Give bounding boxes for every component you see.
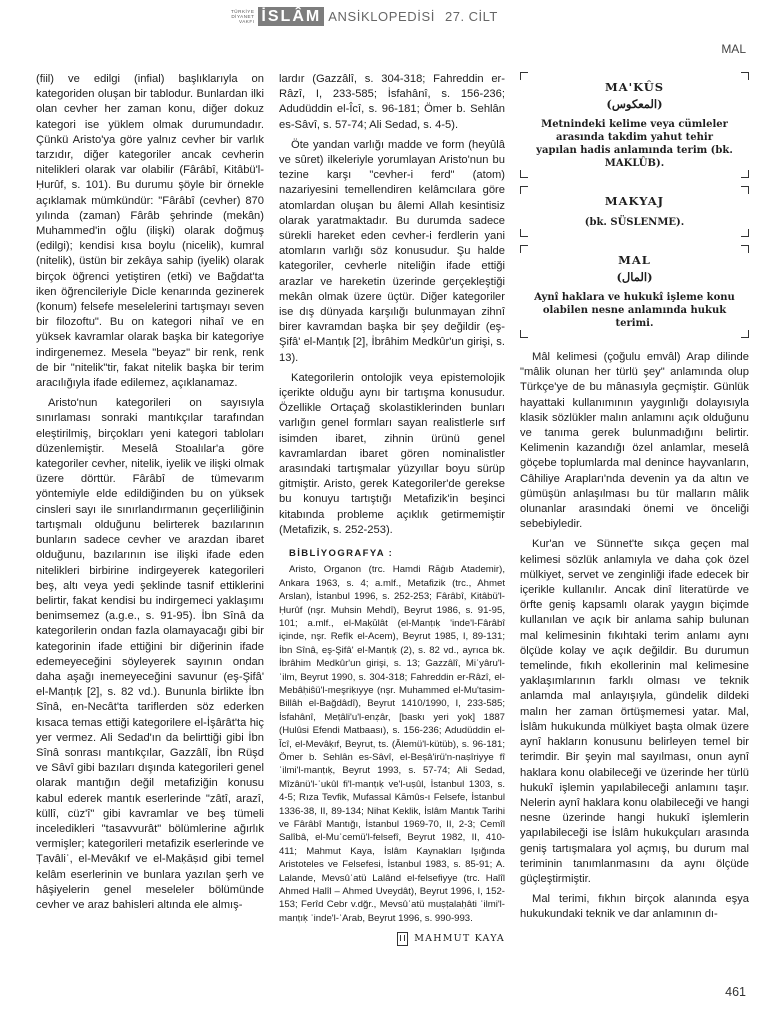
corner-mark bbox=[520, 186, 528, 194]
corner-mark bbox=[520, 72, 528, 80]
running-head: MAL bbox=[721, 42, 746, 56]
entry-description: Metnindeki kelime veya cümleler arasında takdim yahut tehir yapılan hadis anlamında terim (bk. MAKLÛB). bbox=[536, 119, 733, 170]
masthead-title: ANSİKLOPEDİSİ bbox=[328, 9, 435, 24]
page-number: 461 bbox=[725, 985, 746, 999]
paragraph: Öte yandan varlığı madde ve form (heyûlâ ve sûret) ilkeleriyle yorumlayan Aristo'nun bu tezine karşı "cevher-i ferd" (atom) nazariyesini temellendiren kelâmcılara göre atomlardan oluşan bu âlemi Allah kesintisiz olarak yaratmaktadır. Bu durumda sadece sürekli hareket eden cevher-i ferdlerin yani atomların varlığı söz konusudur. Şu halde kategoriler, cevherle niteliğin ifade ettiği arazlar ve hareketin üzerinde gerçekleştiği mekân olmak üzere üçtür. Diğer kategoriler ise dış dünyada karşılığı bulunmayan zihnî birer kavramdan başka bir şey değildir (eş-Şifâ' el-Manṭıḳ [2], İbrâhim Medkûr'un girişi, s. 13). bbox=[279, 138, 505, 364]
paragraph: (fiil) ve edilgi (infial) başlıklarıyla on kategoriden oluşan bir tablodur. Bunlardan ilki olan cevher her zaman konu, diğer dokuz kategori ise yüklem olmak durumundadır. Çünkü Aristo'ya göre yalnız cevher bir varlık tarzıdır, diğer kategoriler ancak cevherin nitelikleri olarak var olabilir (Fârâbî, Kitâbü'l-Ḥurûf, s. 101). Bu durumu şöyle bir örnekle açıklamak mümkündür: "Fârâbî (cevher) 870 yılında (zaman) Fârâb şehrinde (mekân) Muhammed'in oğlu (ilişki) olarak doğmuş (edilgi); kendisi kısa boylu (nicelik), kumral (nitelik), üstün bir zekâya sahip (iyelik) olarak birçok öğrenci yetiştiren (etki) ve Bağdat'ta iken öğrencileriyle Dicle kenarında gezinerek (konum) felsefe meselelerini tartışmayı seven bir filozoftu". Bu on kategori nihaî ve en yüksek kavramlar olarak başka bir kategoriye indirgenemez. Mesela "beyaz" bir renk, renk de bir "nitelik"tir, fakat nitelik başka bir terim aracılığıyla ifade edilemez, açıklanamaz. bbox=[36, 73, 264, 390]
entry-description: (bk. SÜSLENME). bbox=[584, 216, 685, 228]
paragraph: Kategorilerin ontolojik veya epistemolojik içerikte olduğu aynı bir tartışma konusudur. Özellikle Ortaçağ skolastiklerinden bunları varlığın genel formları sayan realistlerle sırf isimden ibaret, zihnin ürünü genel kavramlardan ibaret gören nominalistler arasındaki tartışmalar yüzyıllar boyu sürüp gitmiştir. Aristo, gerek Kategoriler'de gerekse bu konuyu tartıştığı Metafizik'in beşinci kitabında probleme açıklık getirmemiştir (Metafizik, s. 252-253). bbox=[279, 371, 505, 536]
text-column-1 bbox=[36, 72, 264, 918]
entry-description: Aynî haklara ve hukukî işleme konu olabilen nesne anlamında hukuk terimi. bbox=[534, 292, 735, 330]
text-column-2 bbox=[279, 72, 505, 946]
masthead bbox=[231, 7, 498, 26]
masthead-publisher: TÜRKİYE DİYANET VAKFI bbox=[231, 9, 255, 24]
entry-title: MA'KÛS bbox=[604, 80, 665, 94]
text-column-3 bbox=[520, 72, 749, 928]
paragraph: Mal terimi, fıkhın birçok alanında eşya hukukundaki teknik ve dar anlamının dı- bbox=[520, 893, 749, 921]
volume-label: 27. CİLT bbox=[444, 9, 498, 24]
paragraph: lardır (Gazzâlî, s. 304-318; Fahreddin er-Râzî, I, 233-585; İsfahânî, s. 156-236; Adudüddin el-Îcî, s. 96-181; Ömer b. Sehlân es-Sâvî, s. 57-74; Ali Sedad, s. 4-5). bbox=[279, 73, 505, 131]
corner-mark bbox=[741, 330, 749, 338]
corner-mark bbox=[741, 170, 749, 178]
paragraph: Aristo'nun kategorileri on sayısıyla sınırlaması sonraki mantıkçılar tarafından eleştirilmiş, birçokları yeni kategori tabloları düzenlemiştir. Meselâ Stoalılar'a göre kategoriler cevher, nitelik, iyelik ve ilişki olmak üzere dörttür. Fârâbî de tümevarım yöntemiyle elde edildiğinden bu on yüksek cinsleri sayı ile sınırlandırmanın geçerliliğinin tartışmalı olduğunu belirterek bazılarının bunların sadece cevher ve arazdan ibaret olduğunu, bazılarının ise ilişki ifade eden nitelikleri birbirine indirgeyerek kategorileri beş, altı veya yedi şeklinde tasnif ettiklerini belirtir, fakat kendisi bu indirgemeci yaklaşımı benimsemez (a.g.e., s. 91-95). İbn Sînâ da kategorilerin ondan fazla olamayacağı gibi bir kategorinin ifade ettiğini bir diğerinin ifade edemeyeceğini söyleyerek sayının ondan daha aşağı inemeyeceğini savunur (eş-Şifâ' el-Manṭıḳ [2], s. 82 vd.). Bununla birlikte İbn Sînâ, en-Necât'ta tariflerden söz ederken kısaca temas ettiği kategorilere el-İşârât'ta hiç yer vermez. Ali Sedad'ın da belirttiği gibi İbn Sînâ sonrası mantıkçılar, Gazzâlî, İbn Rüşd ve Sâvî gibi bazıları dışında kategorileri genel olarak mantığın değil metafiziğin konusu kabul ederek mantık eserlerinde "zâtî, arazî, küllî, cüz'î" gibi kavramlar ve beş tümeli inceledikleri "tasavvurât" bölümlerine ağırlık vermişler; kategorileri metafizik eserlerinde ve Ṭavâliʿ, el-Mevâkıf ve el-Maḳāṣıd gibi temel kelâm eserlerinin ve bunlara yazılan şerh ve hâşiyelerin genel meseleler bölümünde cevher ve araz bahisleri altında ele almış- bbox=[36, 397, 264, 911]
corner-mark bbox=[741, 245, 749, 253]
corner-mark bbox=[741, 72, 749, 80]
entry-mal bbox=[520, 245, 749, 338]
entry-arabic: (المال) bbox=[616, 269, 653, 284]
entry-title: MAL bbox=[618, 252, 651, 267]
paragraph: Mâl kelimesi (çoğulu emvâl) Arap dilinde "mâlik olunan her türlü şey" anlamında olup Türkçe'ye de bu mânasıyla geçmiştir. Günlük hayattaki kullanımının yaygınlığı dolayısıyla klasik sözlükler malın anlamını açık olduğunu ve tanıma gerek bulunmadığını belirtir. Kelimenin kazandığı özel anlamlar, meselâ göçebe toplumlarda mal denince hayvanların, Câhiliye Arapları'nda devenin ya da altın ve gümüşün anlaşılması bu tür malların mâlik olunanlar arasındaki önemi ve önceliği sebebiyledir. bbox=[520, 351, 749, 531]
entry-arabic: (المعكوس) bbox=[606, 97, 663, 112]
corner-mark bbox=[741, 229, 749, 237]
author-mark-icon bbox=[397, 932, 408, 946]
author-name: MAHMUT KAYA bbox=[414, 933, 505, 945]
bibliography-text: Aristo, Organon (trc. Hamdi Rāġıb Atademir), Ankara 1963, s. 4; a.mlf., Metafizik (trc., Ahmet Arslan), İstanbul 1996, s. 252-253; Fârâbî, Kitâbü'l-Ḥurûf (nşr. Muhsin Mehdî), Beyrut 1986, s. 91-95, 101; a.mlf., el-Maḳūlât (el-Manṭıḳ 'inde'l-Fârâbî içinde, nşr. Refîk el-Acem), Beyrut 1985, I, 89-131; İbn Sînâ, eş-Şifâ' el-Manṭıḳ (2), s. 82 vd., ayrıca bk. İbrâhim Medkûr'un girişi, s. 13; Gazzâlî, Miʿyâru'l-ʿilm, Beyrut 1990, s. 304-318; Fahreddin er-Râzî, el-Mebâḥiŝü'l-meşriḳıyye (nşr. Muhammed el-Mu'tasim-Billâh el-Bağdâdî), Beyrut 1410/1990, I, 233-585; İsfahânî, Meṭâli'u'l-enẓâr, [baskı yeri yok] 1887 (Hulûsi Efendi Matbaası), s. 156-236; Adudüddin el-Îcî, el-Mevâḳıf, Beyrut, ts. (Âlemü'l-kütüb), s. 96-181; Ömer b. Sehlân es-Sâvî, el-Beṣâ'irü'n-naṣîriyye fî ʿilmi'l-manṭıḳ, Beyrut 1993, s. 57-74; Ali Sedad, Mîzânü'l-ʿukûl fi'l-manṭıḳ ve'l-uṣûl, İstanbul 1303, s. 4-5; Rıza Tevfik, Mufassal Kāmûs-ı Felsefe, İstanbul 1336-38, II, 89-134; Nihat Keklik, İslâm Mantık Tarihi ve Fârâbî Mantığı, İstanbul 1969-70, II, 2-3; Cemîl Salîbâ, el-Muʿcemü'l-felsefî, Beyrut 1982, II, 410-411; Mahmut Kaya, İslâm Kaynakları Işığında Aristoteles ve Felsefesi, İstanbul 1983, s. 85-91; A. Lalande, Mevsûʿatü Lalând el-felsefiyye (trc. Halîl Ahmed Halîl – Ahmed Uveydât), Beyrut 1996, I, 152-153; Ferîd Cebr v.dğr., Mevsûʿatü muṣṭalaḥâti ʿilmi'l-manṭıḳ ʿinde'l-ʿArab, Beyrut 1996, s. 990-993. bbox=[279, 564, 505, 924]
corner-mark bbox=[520, 170, 528, 178]
author-signature bbox=[279, 931, 505, 946]
masthead-islam-logo: İSLÂM bbox=[258, 7, 324, 26]
corner-mark bbox=[520, 245, 528, 253]
entry-makyaj bbox=[520, 186, 749, 236]
bibliography-heading: BİBLİYOGRAFYA : bbox=[289, 548, 394, 560]
corner-mark bbox=[520, 330, 528, 338]
entry-title: MAKYAJ bbox=[604, 194, 665, 209]
corner-mark bbox=[741, 186, 749, 194]
entry-makus bbox=[520, 72, 749, 178]
corner-mark bbox=[520, 229, 528, 237]
paragraph: Kur'an ve Sünnet'te sıkça geçen mal kelimesi sözlük anlamıyla ve daha çok özel mülkiyet, servet ve zenginliği ifade edecek bir içerikle kullanılır. Ancak dinî literatürde ve örfte geniş kapsamlı olarak yaygın biçimde kullanılan ve açık bir anlama sahip bulunan mal kelimesinin fıkıhtaki terim anlamı aynı ölçüde kolay ve açık değildir. Bu durumun temelinde, fıkıh ekollerinin mal kelimesine yaklaşımlarının farklı olması ve teknik anlamda mal anlayışıyla, gündelik dildeki malın her zaman örtüşmemesi yatar. Mal, İslâm hukukunda mülkiyet başta olmak üzere aynî hakların konusunu belirleyen temel bir terimdir. Bir şeyin mal sayılması, onun aynî haklara konu olabileceği ve üzerinde her türlü hukukî işlemin yapılabileceği anlamını taşır. Nelerin aynî haklara konu olabileceği ve hangi nesne üzerinde hangi hukukî işlemlerin yapılabileceği ise İslâm hukukçuları arasında geniş tartışmalara yol açmış, bu durum mal teriminin tanımlanmasını da aynı ölçüde güçleştirmiştir. bbox=[520, 538, 749, 885]
